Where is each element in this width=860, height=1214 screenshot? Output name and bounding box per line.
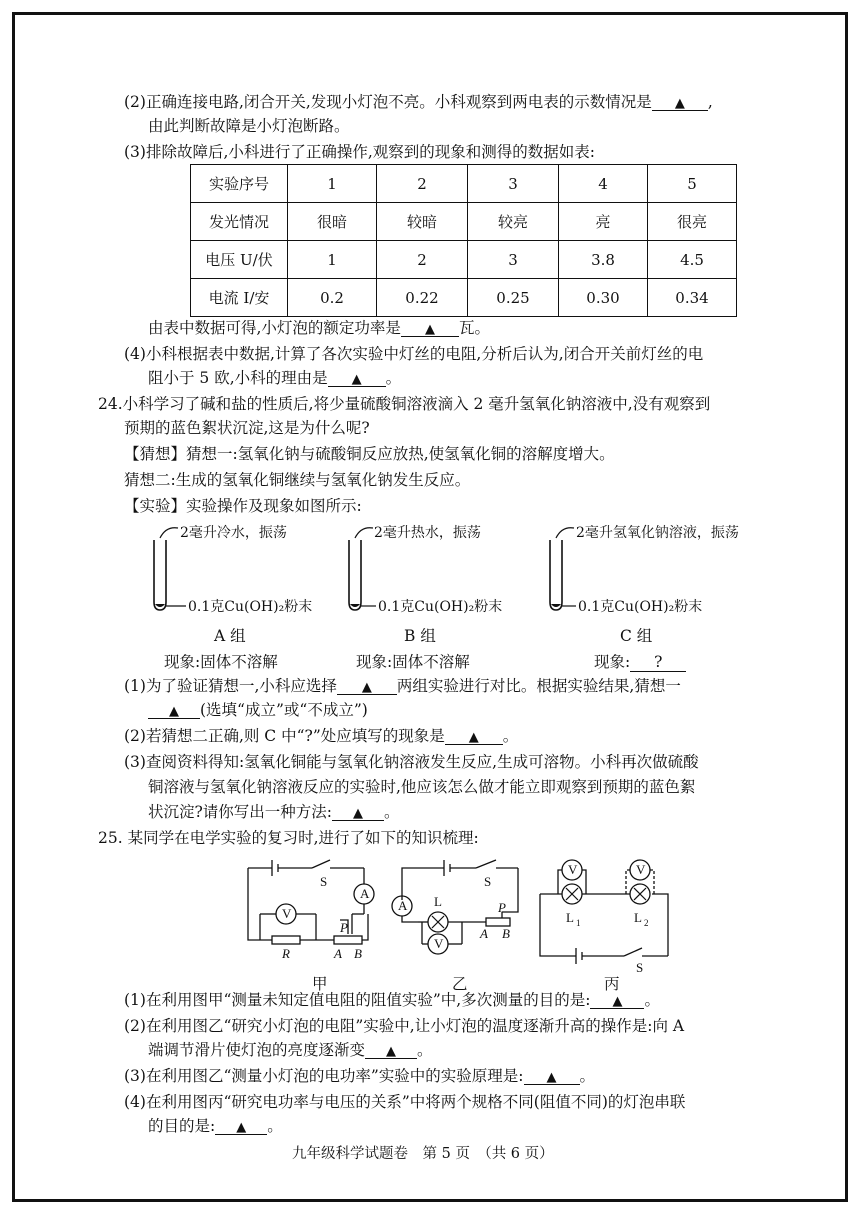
lamp-sub-1: 1: [576, 918, 581, 928]
table-cell: 3: [468, 241, 559, 279]
q23-part2-line2: 由此判断故障是小灯泡断路。: [148, 117, 350, 135]
answer-blank[interactable]: [215, 1116, 267, 1135]
lamp-label-yi: L: [434, 894, 442, 909]
q25-part1: (1)在利用图甲“测量未知定值电阻的阻值实验”中,多次测量的目的是: ▲ 。: [124, 991, 660, 1009]
switch-label-bing: S: [636, 960, 644, 975]
answer-marker: ▲: [612, 994, 623, 1009]
table-cell: 0.22: [377, 279, 468, 317]
voltmeter-label-l2: V: [636, 862, 646, 877]
group-c-phenomenon: 现象: ?: [594, 650, 686, 672]
test-tube-b: [349, 528, 376, 610]
q24-part3-line1: (3)查阅资料得知:氢氧化铜能与氢氧化钠溶液发生反应,生成可溶物。小科再次做硫酸: [124, 753, 699, 771]
tube-b-top-label: 2毫升热水，振荡: [374, 525, 481, 541]
answer-marker: ▲: [169, 704, 179, 719]
answer-blank[interactable]: [328, 368, 386, 387]
lamp-label-l2: L: [634, 910, 642, 925]
table-row: [191, 203, 737, 241]
q24-guess2: 猜想二:生成的氢氧化铜继续与氢氧化钠发生反应。: [124, 471, 471, 489]
table-cell: 0.2: [288, 279, 377, 317]
answer-marker: ▲: [353, 806, 364, 821]
answer-marker: ▲: [386, 1044, 397, 1059]
data-table: [190, 164, 737, 317]
table-cell: 较暗: [377, 203, 468, 241]
figure-label-jia: 甲: [312, 975, 328, 993]
table-cell: 0.34: [648, 279, 737, 317]
answer-marker: ▲: [546, 1070, 557, 1085]
tube-a-top-label: 2毫升冷水，振荡: [180, 525, 287, 541]
table-cell: 5: [648, 165, 737, 203]
table-cell: 很亮: [648, 203, 737, 241]
table-cell: 很暗: [288, 203, 377, 241]
tube-b-bottom-label: 0.1克Cu(OH)₂粉末: [378, 599, 503, 615]
table-cell: 1: [288, 165, 377, 203]
resistor-label: R: [282, 946, 290, 961]
slider-label-jia: P: [340, 920, 348, 935]
answer-marker: ▲: [674, 96, 685, 111]
answer-blank[interactable]: [590, 990, 644, 1009]
answer-blank[interactable]: [148, 700, 200, 719]
table-cell: 2: [377, 165, 468, 203]
answer-blank[interactable]: [337, 676, 397, 695]
q23-part2-line1: (2)正确连接电路,闭合开关,发现小灯泡不亮。小科观察到两电表的示数情况是 ▲ ,: [124, 93, 713, 111]
answer-marker: ▲: [468, 730, 479, 745]
q25-part4-line2: 的目的是: ▲ 。: [148, 1117, 283, 1135]
figure-label-yi: 乙: [452, 975, 468, 993]
point-b-jia: B: [354, 946, 362, 961]
voltmeter-label-jia: V: [282, 906, 292, 921]
table-cell: 3.8: [559, 241, 648, 279]
voltmeter-label-l1: V: [568, 862, 578, 877]
q24-intro-line1: 24.小科学习了碱和盐的性质后,将少量硫酸铜溶液滴入 2 毫升氢氧化钠溶液中,没有观察到: [98, 395, 711, 413]
q24-intro-line2: 预期的蓝色絮状沉淀,这是为什么呢?: [124, 419, 370, 437]
answer-blank[interactable]: [652, 92, 708, 111]
ammeter-label-yi: A: [398, 898, 408, 913]
table-cell: 1: [288, 241, 377, 279]
q23-part4-line2: 阻小于 5 欧,小科的理由是 ▲ 。: [148, 369, 402, 387]
tube-a-bottom-label: 0.1克Cu(OH)₂粉末: [188, 599, 313, 615]
q25-part2-line1: (2)在利用图乙“研究小灯泡的电阻”实验中,让小灯泡的温度逐渐升高的操作是:向 A: [124, 1017, 685, 1035]
table-cell: 4.5: [648, 241, 737, 279]
group-a-name: A 组: [214, 627, 246, 645]
switch-label-yi: S: [484, 874, 492, 889]
q24-part1-line2: ▲ (选填“成立”或“不成立”): [148, 700, 368, 720]
answer-marker: ▲: [351, 372, 362, 387]
switch-label-jia: S: [320, 874, 328, 889]
q23-part4-line1: (4)小科根据表中数据,计算了各次实验中灯丝的电阻,分析后认为,闭合开关前灯丝的电: [124, 345, 704, 363]
table-cell: 电压 U/伏: [191, 241, 288, 279]
q25-part4-line1: (4)在利用图丙“研究电功率与电压的关系”中将两个规格不同(阻值不同)的灯泡串联: [124, 1093, 686, 1111]
q24-part2: (2)若猜想二正确,则 C 中“?”处应填写的现象是 ▲ 。: [124, 727, 519, 745]
point-a-yi: A: [480, 926, 488, 941]
lamp-sub-2: 2: [644, 918, 649, 928]
answer-blank[interactable]: ?: [630, 653, 686, 672]
table-cell: 0.30: [559, 279, 648, 317]
answer-marker: ▲: [361, 680, 372, 695]
lamp-label-l1: L: [566, 910, 574, 925]
test-tube-c: [550, 528, 576, 610]
q24-guess1: 【猜想】猜想一:氢氧化钠与硫酸铜反应放热,使氢氧化铜的溶解度增大。: [124, 445, 615, 463]
circuit-diagrams: [240, 856, 720, 976]
answer-marker: ▲: [424, 322, 435, 337]
answer-blank[interactable]: [365, 1040, 417, 1059]
tube-c-bottom-label: 0.1克Cu(OH)₂粉末: [578, 599, 703, 615]
table-row: [191, 279, 737, 317]
table-cell: 4: [559, 165, 648, 203]
q23-power-line: 由表中数据可得,小灯泡的额定功率是 ▲ 瓦。: [148, 319, 490, 337]
q25-part3: (3)在利用图乙“测量小灯泡的电功率”实验中的实验原理是: ▲ 。: [124, 1067, 596, 1085]
tube-c-top-label: 2毫升氢氧化钠溶液，振荡: [576, 525, 739, 541]
answer-marker: ▲: [236, 1120, 247, 1135]
group-c-name: C 组: [620, 627, 653, 645]
table-cell: 较亮: [468, 203, 559, 241]
ammeter-label-jia: A: [360, 886, 370, 901]
circuit-bing: [540, 860, 668, 964]
table-cell: 实验序号: [191, 165, 288, 203]
point-a-jia: A: [334, 946, 342, 961]
group-a-phenomenon: 现象:固体不溶解: [164, 653, 278, 671]
table-cell: 电流 I/安: [191, 279, 288, 317]
table-row: [191, 165, 737, 203]
q24-part3-line3: 状沉淀?请你写出一种方法: ▲ 。: [148, 803, 400, 821]
q25-part2-line2: 端调节滑片使灯泡的亮度逐渐变 ▲ 。: [148, 1041, 433, 1059]
circuit-jia: [248, 860, 374, 944]
voltmeter-label-yi: V: [434, 936, 444, 951]
point-b-yi: B: [502, 926, 510, 941]
q25-intro: 25. 某同学在电学实验的复习时,进行了如下的知识梳理:: [98, 829, 479, 847]
answer-blank[interactable]: [524, 1066, 580, 1085]
q23-part3-text: (3)排除故障后,小科进行了正确操作,观察到的现象和测得的数据如表:: [124, 143, 596, 161]
group-b-name: B 组: [404, 627, 436, 645]
answer-blank[interactable]: [445, 726, 503, 745]
table-row: [191, 241, 737, 279]
answer-blank[interactable]: [332, 802, 384, 821]
q24-part1-line1: (1)为了验证猜想一,小科应选择 ▲ 两组实验进行对比。根据实验结果,猜想一: [124, 677, 681, 695]
page-footer: 九年级科学试题卷 第 5 页 （共 6 页）: [292, 1146, 554, 1162]
table-cell: 亮: [559, 203, 648, 241]
group-b-phenomenon: 现象:固体不溶解: [356, 653, 470, 671]
q24-part3-line2: 铜溶液与氢氧化钠溶液反应的实验时,他应该怎么做才能立即观察到预期的蓝色絮: [148, 778, 696, 796]
figure-label-bing: 丙: [604, 975, 620, 993]
answer-blank[interactable]: [401, 318, 459, 337]
table-cell: 2: [377, 241, 468, 279]
table-cell: 发光情况: [191, 203, 288, 241]
table-cell: 3: [468, 165, 559, 203]
table-cell: 0.25: [468, 279, 559, 317]
q24-experiment: 【实验】实验操作及现象如图所示:: [124, 497, 362, 515]
slider-label-yi: P: [498, 900, 506, 915]
